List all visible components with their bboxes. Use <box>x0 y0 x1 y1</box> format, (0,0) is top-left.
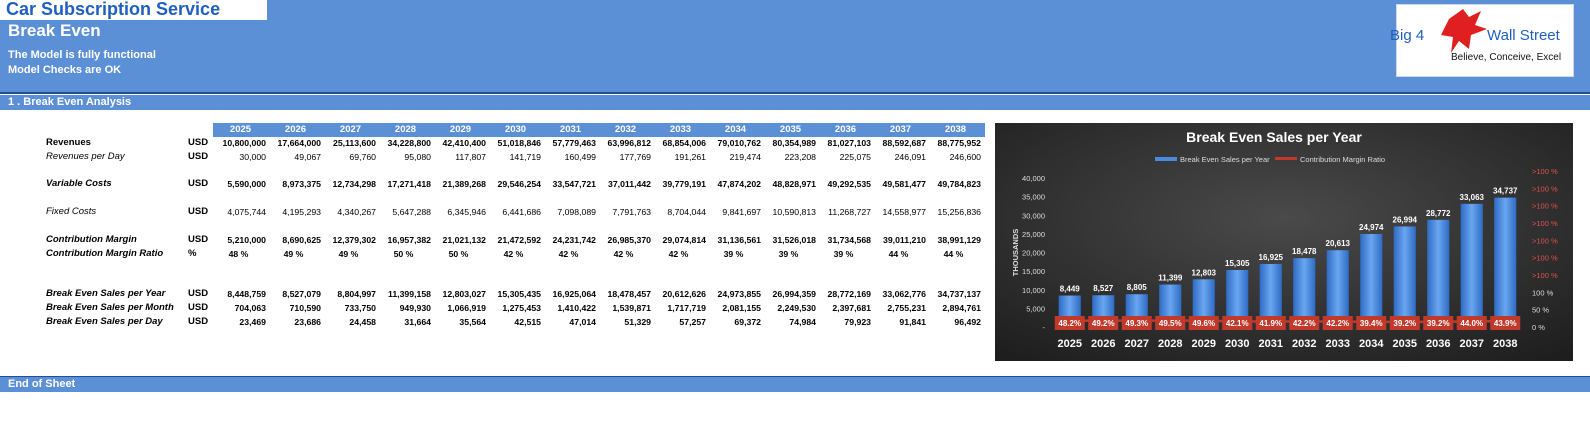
table-cell[interactable]: 6,441,686 <box>502 207 541 217</box>
table-cell[interactable]: 11,268,727 <box>828 207 871 217</box>
y2-tick-label: 100 % <box>1532 288 1554 298</box>
table-cell[interactable]: 26,985,370 <box>607 235 651 245</box>
x-tick-label: 2038 <box>1493 338 1518 350</box>
table-cell[interactable]: 79,010,762 <box>717 138 761 148</box>
table-cell[interactable]: 81,027,103 <box>827 138 871 148</box>
bar-data-label: 18,478 <box>1292 247 1317 257</box>
year-header-cell: 2034 <box>724 124 747 135</box>
y-tick-label: 20,000 <box>1022 248 1045 258</box>
table-cell[interactable]: 68,854,006 <box>662 138 706 148</box>
table-cell[interactable]: 33,547,721 <box>552 179 596 189</box>
year-header-cell: 2029 <box>449 124 472 135</box>
legend-swatch-bars <box>1155 157 1177 161</box>
bar-data-label: 33,063 <box>1459 192 1484 202</box>
table-cell[interactable]: 49 % <box>338 249 359 259</box>
table-cell[interactable]: 4,195,293 <box>282 207 321 217</box>
section-title: 1 . Break Even Analysis <box>8 96 132 108</box>
table-cell[interactable]: 1,275,453 <box>502 303 541 313</box>
chart-title: Break Even Sales per Year <box>1186 129 1362 145</box>
table-cell[interactable]: 2,081,155 <box>722 303 761 313</box>
row-label: Break Even Sales per Month <box>46 302 174 313</box>
table-cell[interactable]: 8,527,079 <box>282 289 321 299</box>
header-band <box>0 0 1590 92</box>
ratio-data-label: 42.2% <box>1326 319 1350 328</box>
table-cell[interactable]: 5,210,000 <box>227 235 266 245</box>
ratio-data-label: 49.2% <box>1091 319 1115 328</box>
ratio-data-label: 49.6% <box>1192 319 1216 328</box>
table-cell[interactable]: 704,063 <box>234 303 266 313</box>
bar <box>1461 204 1483 327</box>
table-cell[interactable]: 39 % <box>723 249 744 259</box>
bar-data-label: 11,399 <box>1158 273 1183 283</box>
table-cell[interactable]: 80,354,989 <box>772 138 816 148</box>
legend-label-bars: Break Even Sales per Year <box>1180 155 1270 164</box>
year-header-cell: 2031 <box>559 124 582 135</box>
table-cell[interactable]: 23,469 <box>239 317 266 327</box>
ratio-data-label: 42.2% <box>1292 319 1316 328</box>
table-cell[interactable]: 7,791,763 <box>612 207 651 217</box>
bar-data-label: 8,527 <box>1093 284 1114 294</box>
model-checks-line: Model Checks are OK <box>8 64 122 76</box>
year-header-cell: 2030 <box>504 124 527 135</box>
table-cell[interactable]: 91,841 <box>899 317 926 327</box>
bar <box>1327 250 1349 327</box>
table-cell[interactable]: 710,590 <box>289 303 321 313</box>
x-tick-label: 2032 <box>1292 338 1317 350</box>
row-label: Break Even Sales per Day <box>46 316 163 327</box>
ratio-data-label: 49.3% <box>1125 319 1149 328</box>
row-label: Variable Costs <box>46 178 112 189</box>
table-cell[interactable]: 96,492 <box>954 317 981 327</box>
bar <box>1427 220 1449 327</box>
table-cell[interactable]: 34,228,800 <box>387 138 431 148</box>
x-tick-label: 2025 <box>1057 338 1082 350</box>
year-header-cell: 2038 <box>944 124 967 135</box>
bar-data-label: 26,994 <box>1392 215 1417 225</box>
break-even-chart[interactable] <box>995 123 1573 361</box>
table-cell[interactable]: 8,973,375 <box>282 179 321 189</box>
x-tick-label: 2034 <box>1359 338 1384 350</box>
table-cell[interactable]: 1,066,919 <box>447 303 486 313</box>
y2-tick-label: 50 % <box>1532 305 1550 315</box>
x-tick-label: 2035 <box>1392 338 1417 350</box>
row-unit: USD <box>188 316 209 327</box>
table-cell[interactable]: 88,592,687 <box>882 138 926 148</box>
table-cell[interactable]: 74,984 <box>789 317 816 327</box>
ratio-data-label: 39.2% <box>1393 319 1417 328</box>
table-cell[interactable]: 30,000 <box>239 152 266 162</box>
table-cell[interactable]: 42 % <box>558 249 579 259</box>
table-cell[interactable]: 44 % <box>888 249 909 259</box>
table-cell[interactable]: 57,257 <box>679 317 706 327</box>
table-cell[interactable]: 6,345,946 <box>447 207 486 217</box>
ratio-data-label: 39.4% <box>1359 319 1383 328</box>
table-cell[interactable]: 42 % <box>613 249 634 259</box>
y-axis-label: THOUSANDS <box>1011 228 1020 277</box>
x-tick-label: 2029 <box>1191 338 1216 350</box>
x-tick-label: 2031 <box>1258 338 1283 350</box>
x-tick-label: 2027 <box>1124 338 1149 350</box>
table-cell[interactable]: 16,925,064 <box>552 289 596 299</box>
year-header-cell: 2028 <box>394 124 417 135</box>
row-label: Contribution Margin <box>46 234 137 245</box>
app-title: Car Subscription Service <box>6 0 221 19</box>
row-unit: USD <box>188 151 209 162</box>
sheet-title: Break Even <box>8 21 101 40</box>
y2-tick-label: >100 % <box>1532 184 1558 194</box>
table-cell[interactable]: 9,841,697 <box>722 207 761 217</box>
table-cell[interactable]: 49,067 <box>294 152 321 162</box>
table-cell[interactable]: 39,779,191 <box>662 179 706 189</box>
table-cell[interactable]: 29,546,254 <box>497 179 541 189</box>
table-cell[interactable]: 49,784,823 <box>937 179 981 189</box>
year-header-cell: 2025 <box>229 124 252 135</box>
bar-data-label: 20,613 <box>1325 239 1350 249</box>
y-tick-label: - <box>1042 323 1045 332</box>
table-cell[interactable]: 50 % <box>393 249 414 259</box>
table-cell[interactable]: 2,249,530 <box>777 303 816 313</box>
logo-tagline: Believe, Conceive, Excel <box>1451 52 1562 63</box>
y2-tick-label: >100 % <box>1532 167 1558 177</box>
y-tick-label: 15,000 <box>1022 267 1045 277</box>
table-cell[interactable]: 7,098,089 <box>557 207 596 217</box>
table-cell[interactable]: 21,021,132 <box>442 235 486 245</box>
y-tick-label: 25,000 <box>1022 229 1045 239</box>
table-cell[interactable]: 33,062,776 <box>882 289 926 299</box>
table-cell[interactable]: 24,458 <box>349 317 376 327</box>
bar-data-label: 34,737 <box>1493 186 1518 196</box>
year-header-cell: 2026 <box>284 124 307 135</box>
bar-data-label: 8,449 <box>1059 284 1080 294</box>
table-cell[interactable]: 16,957,382 <box>387 235 431 245</box>
table-cell[interactable]: 21,472,592 <box>497 235 541 245</box>
table-cell[interactable]: 160,499 <box>564 152 596 162</box>
row-unit: USD <box>188 234 209 245</box>
header-divider <box>0 92 1590 94</box>
table-cell[interactable]: 8,704,044 <box>667 207 706 217</box>
table-cell[interactable]: 14,558,977 <box>882 207 926 217</box>
table-cell[interactable]: 31,664 <box>404 317 431 327</box>
bar <box>1394 226 1416 327</box>
table-cell[interactable]: 1,410,422 <box>557 303 596 313</box>
row-unit: USD <box>188 137 209 148</box>
table-cell[interactable]: 10,800,000 <box>222 138 266 148</box>
table-cell[interactable]: 23,686 <box>294 317 321 327</box>
table-cell[interactable]: 49 % <box>283 249 304 259</box>
table-cell[interactable]: 1,717,719 <box>667 303 706 313</box>
year-header-cell: 2032 <box>614 124 637 135</box>
table-cell[interactable]: 8,690,625 <box>282 235 321 245</box>
table-cell[interactable]: 12,379,302 <box>332 235 376 245</box>
eagle-icon <box>1441 9 1487 53</box>
x-tick-label: 2033 <box>1325 338 1350 350</box>
table-cell[interactable]: 39,011,210 <box>883 235 926 245</box>
row-label: Revenues per Day <box>46 151 125 162</box>
table-cell[interactable]: 246,600 <box>949 152 981 162</box>
bar-data-label: 12,803 <box>1191 268 1216 278</box>
table-cell[interactable]: 8,448,759 <box>227 289 266 299</box>
table-cell[interactable]: 21,389,268 <box>442 179 486 189</box>
table-cell[interactable]: 26,994,359 <box>772 289 816 299</box>
year-header-cell: 2037 <box>889 124 912 135</box>
table-cell[interactable]: 15,256,836 <box>937 207 981 217</box>
table-cell[interactable]: 20,612,626 <box>662 289 706 299</box>
end-of-sheet-title: End of Sheet <box>8 378 76 390</box>
table-cell[interactable]: 5,647,288 <box>392 207 431 217</box>
table-cell[interactable]: 47,014 <box>569 317 596 327</box>
table-cell[interactable]: 42,410,400 <box>442 138 486 148</box>
y2-tick-label: 0 % <box>1532 323 1545 332</box>
table-cell[interactable]: 47,874,202 <box>717 179 761 189</box>
year-header-cell: 2027 <box>339 124 362 135</box>
table-cell[interactable]: 49,581,477 <box>882 179 926 189</box>
row-unit: USD <box>188 206 209 217</box>
bar <box>1494 198 1516 327</box>
y-tick-label: 30,000 <box>1022 211 1045 221</box>
table-cell[interactable]: 38,991,129 <box>937 235 981 245</box>
table-cell[interactable]: 24,973,855 <box>717 289 761 299</box>
table-cell[interactable]: 246,091 <box>894 152 926 162</box>
section-bar[interactable] <box>0 95 1590 110</box>
row-label: Contribution Margin Ratio <box>46 248 164 259</box>
legend-swatch-line <box>1275 157 1297 160</box>
bar-data-label: 8,805 <box>1126 283 1147 293</box>
table-cell[interactable]: 117,807 <box>455 152 486 162</box>
y-tick-label: 35,000 <box>1022 192 1045 202</box>
table-cell[interactable]: 12,803,027 <box>442 289 486 299</box>
table-cell[interactable]: 69,760 <box>349 152 376 162</box>
y-tick-label: 5,000 <box>1026 304 1045 314</box>
table-cell[interactable]: 141,719 <box>509 152 541 162</box>
table-cell[interactable]: 42,515 <box>514 317 541 327</box>
table-cell[interactable]: 17,271,418 <box>387 179 431 189</box>
table-cell[interactable]: 2,397,681 <box>832 303 871 313</box>
ratio-data-label: 43.9% <box>1493 319 1517 328</box>
bar-data-label: 24,974 <box>1359 222 1384 232</box>
table-cell[interactable]: 219,474 <box>729 152 761 162</box>
logo-text-right: Wall Street <box>1487 27 1560 44</box>
table-cell[interactable]: 1,539,871 <box>612 303 651 313</box>
table-cell[interactable]: 69,372 <box>734 317 761 327</box>
table-cell[interactable]: 24,231,742 <box>552 235 596 245</box>
legend-label-line: Contribution Margin Ratio <box>1300 155 1386 164</box>
table-cell[interactable]: 18,478,457 <box>607 289 651 299</box>
end-of-sheet-bar <box>0 377 1590 392</box>
ratio-data-label: 44.0% <box>1460 319 1484 328</box>
table-cell[interactable]: 50 % <box>448 249 469 259</box>
logo-graphic <box>1390 5 1573 76</box>
table-cell[interactable]: 28,772,169 <box>827 289 871 299</box>
table-cell[interactable]: 17,664,000 <box>277 138 321 148</box>
table-cell[interactable]: 39 % <box>833 249 854 259</box>
row-label: Revenues <box>46 137 91 148</box>
row-unit: % <box>188 248 197 259</box>
year-header-cell: 2033 <box>669 124 692 135</box>
table-cell[interactable]: 29,074,814 <box>662 235 706 245</box>
table-cell[interactable]: 25,113,600 <box>333 138 376 148</box>
y2-tick-label: >100 % <box>1532 253 1558 263</box>
table-cell[interactable]: 5,590,000 <box>227 179 266 189</box>
x-tick-label: 2036 <box>1426 338 1451 350</box>
company-logo <box>1390 4 1574 77</box>
y2-tick-label: >100 % <box>1532 201 1558 211</box>
x-tick-label: 2030 <box>1225 338 1250 350</box>
table-cell[interactable]: 11,399,158 <box>388 289 431 299</box>
table-cell[interactable]: 2,894,761 <box>942 303 981 313</box>
year-header-cell: 2035 <box>779 124 802 135</box>
table-cell[interactable]: 35,564 <box>459 317 486 327</box>
table-cell[interactable]: 733,750 <box>344 303 376 313</box>
table-cell[interactable]: 42 % <box>503 249 524 259</box>
table-cell[interactable]: 223,208 <box>784 152 816 162</box>
table-cell[interactable]: 39 % <box>778 249 799 259</box>
table-cell[interactable]: 42 % <box>668 249 689 259</box>
table-cell[interactable]: 48,828,971 <box>772 179 816 189</box>
table-cell[interactable]: 31,136,561 <box>717 235 761 245</box>
y2-tick-label: >100 % <box>1532 271 1558 281</box>
table-cell[interactable]: 31,734,568 <box>827 235 871 245</box>
table-cell[interactable]: 95,080 <box>404 152 431 162</box>
table-cell[interactable]: 63,996,812 <box>607 138 651 148</box>
table-cell[interactable]: 4,340,267 <box>337 207 376 217</box>
table-cell[interactable]: 51,329 <box>624 317 651 327</box>
y-tick-label: 10,000 <box>1022 285 1045 295</box>
table-cell[interactable]: 48 % <box>228 249 249 259</box>
ratio-data-label: 41.9% <box>1259 319 1283 328</box>
logo-text-left: Big 4 <box>1390 27 1425 44</box>
table-cell[interactable]: 88,775,952 <box>937 138 981 148</box>
table-cell[interactable]: 225,075 <box>839 152 871 162</box>
y-tick-label: 40,000 <box>1022 174 1045 183</box>
ratio-data-label: 48.2% <box>1058 319 1082 328</box>
year-header-cell: 2036 <box>834 124 857 135</box>
table-cell[interactable]: 4,075,744 <box>227 207 266 217</box>
table-cell[interactable]: 57,779,463 <box>552 138 596 148</box>
table-cell[interactable]: 37,011,442 <box>608 179 651 189</box>
table-cell[interactable]: 8,804,997 <box>337 289 376 299</box>
model-status-line: The Model is fully functional <box>8 49 156 61</box>
ratio-data-label: 49.5% <box>1158 319 1182 328</box>
row-unit: USD <box>188 302 209 313</box>
table-cell[interactable]: 79,923 <box>844 317 871 327</box>
ratio-data-label: 39.2% <box>1426 319 1450 328</box>
table-cell[interactable]: 177,769 <box>619 152 651 162</box>
table-cell[interactable]: 51,018,846 <box>497 138 541 148</box>
table-cell[interactable]: 44 % <box>943 249 964 259</box>
table-cell[interactable]: 34,737,137 <box>937 289 981 299</box>
ratio-data-label: 42.1% <box>1225 319 1249 328</box>
row-label: Break Even Sales per Year <box>46 288 166 299</box>
bar-data-label: 15,305 <box>1225 258 1250 268</box>
x-tick-label: 2028 <box>1158 338 1183 350</box>
table-cell[interactable]: 10,590,813 <box>772 207 816 217</box>
y2-tick-label: >100 % <box>1532 236 1558 246</box>
table-cell[interactable]: 191,261 <box>674 152 706 162</box>
year-header-row <box>213 123 985 137</box>
table-cell[interactable]: 2,755,231 <box>887 303 926 313</box>
table-cell[interactable]: 15,305,435 <box>497 289 541 299</box>
bar-data-label: 16,925 <box>1258 252 1283 262</box>
app-title-box <box>0 0 267 20</box>
bar <box>1360 234 1382 327</box>
x-tick-label: 2026 <box>1091 338 1116 350</box>
bar-data-label: 28,772 <box>1426 208 1451 218</box>
table-cell[interactable]: 949,930 <box>399 303 431 313</box>
x-tick-label: 2037 <box>1459 338 1484 350</box>
row-unit: USD <box>188 288 209 299</box>
row-unit: USD <box>188 178 209 189</box>
table-cell[interactable]: 49,292,535 <box>827 179 871 189</box>
row-label: Fixed Costs <box>46 206 97 217</box>
y2-tick-label: >100 % <box>1532 219 1558 229</box>
table-cell[interactable]: 12,734,298 <box>332 179 376 189</box>
table-cell[interactable]: 31,526,018 <box>772 235 816 245</box>
